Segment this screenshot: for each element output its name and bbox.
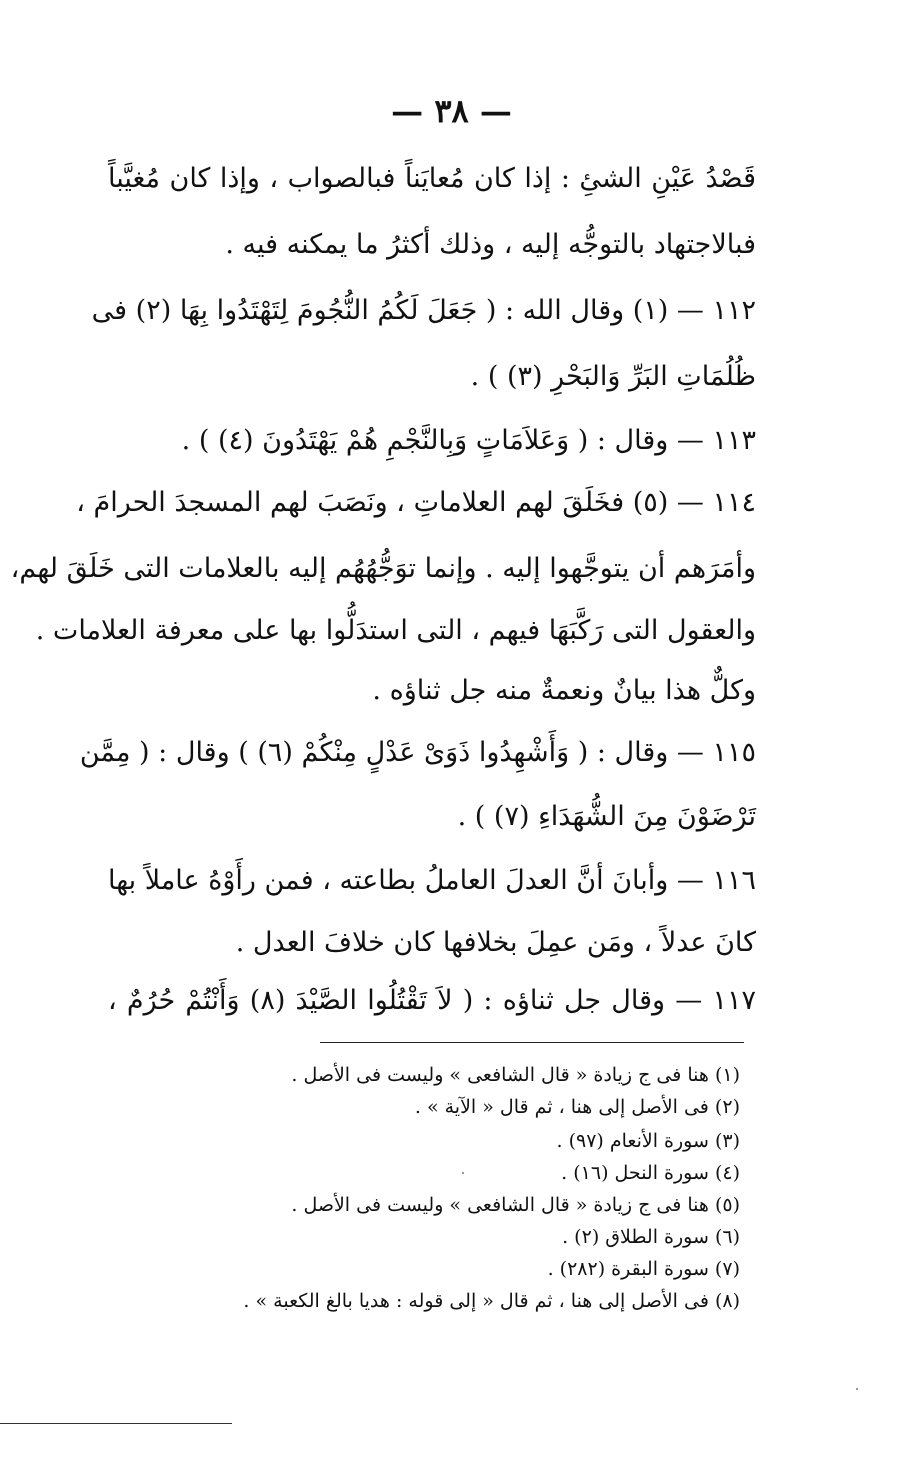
footnote: (٨) فى الأصل إلى هنا ، ثم قال « إلى قوله : هديا بالغ الكعبة » . [243, 1290, 740, 1312]
text-line: فبالاجتهاد بالتوجُّه إليه ، وذلك أكثرُ ما يمكنه فيه . [225, 229, 756, 260]
footnote: (٥) هنا فى ج زيادة « قال الشافعى » وليست فى الأصل . [291, 1194, 740, 1216]
footnote: (٢) فى الأصل إلى هنا ، ثم قال « الآية » . [414, 1096, 740, 1118]
text-line: والعقول التى رَكَّبَهَا فيهم ، التى استدَلُّوا بها على معرفة العلامات . [35, 615, 756, 646]
footnote-separator [320, 1042, 744, 1043]
text-line: كانَ عدلاً ، ومَن عمِلَ بخلافها كان خلافَ العدل . [235, 927, 756, 958]
footnotes [200, 1056, 740, 1326]
footnote: (٣) سورة الأنعام (٩٧) . [556, 1130, 740, 1152]
text-line: ١١٣ — وقال : ( وَعَلاَمَاتٍ وَبِالنَّجْمِ هُمْ يَهْتَدُونَ (٤) ) . [181, 425, 756, 456]
scan-edge-line [0, 1423, 232, 1424]
text-line: ١١٥ — وقال : ( وَأَشْهِدُوا ذَوَىْ عَدْلٍ مِنْكُمْ (٦) ) وقال : ( مِمَّن [79, 737, 756, 768]
text-line: وأمَرَهم أن يتوجَّهوا إليه . وإنما توَجُّهُهُم إليه بالعلامات التى خَلَقَ لهم، [10, 553, 756, 584]
text-line: تَرْضَوْنَ مِنَ الشُّهَدَاءِ (٧) ) . [457, 801, 756, 832]
text-line: ١١٦ — وأبانَ أنَّ العدلَ العاملُ بطاعته ، فمن رأَوْهُ عاملاً بها [107, 865, 756, 896]
main-text [10, 150, 756, 1030]
scan-speck [856, 1388, 858, 1390]
text-line: ١١٢ — (١) وقال الله : ( جَعَلَ لَكُمُ النُّجُومَ لِتَهْتَدُوا بِهَا (٢) فى [91, 295, 756, 326]
text-line: قَصْدُ عَيْنِ الشئِ : إذا كان مُعايَناً فبالصواب ، وإذا كان مُغيَّباً [108, 163, 756, 194]
scan-speck [462, 1172, 464, 1174]
text-line: ظُلُمَاتِ البَرِّ وَالبَحْرِ (٣) ) . [470, 361, 756, 392]
footnote: (٧) سورة البقرة (٢٨٢) . [547, 1258, 740, 1280]
text-line: وكلٌّ هذا بيانٌ ونعمةٌ منه جل ثناؤه . [372, 675, 756, 706]
footnote: (٤) سورة النحل (١٦) . [561, 1162, 740, 1184]
footnote: (١) هنا فى ج زيادة « قال الشافعى » وليست فى الأصل . [291, 1064, 740, 1086]
page-number: — ٣٨ — [391, 92, 512, 130]
text-line: ١١٤ — (٥) فخَلَقَ لهم العلاماتِ ، ونَصَبَ لهم المسجدَ الحرامَ ، [76, 487, 756, 518]
footnote: (٦) سورة الطلاق (٢) . [562, 1226, 740, 1248]
text-line: ١١٧ — وقال جل ثناؤه : ( لاَ تَقْتُلُوا الصَّيْدَ (٨) وَأَنْتُمْ حُرُمٌ ، [108, 985, 756, 1016]
